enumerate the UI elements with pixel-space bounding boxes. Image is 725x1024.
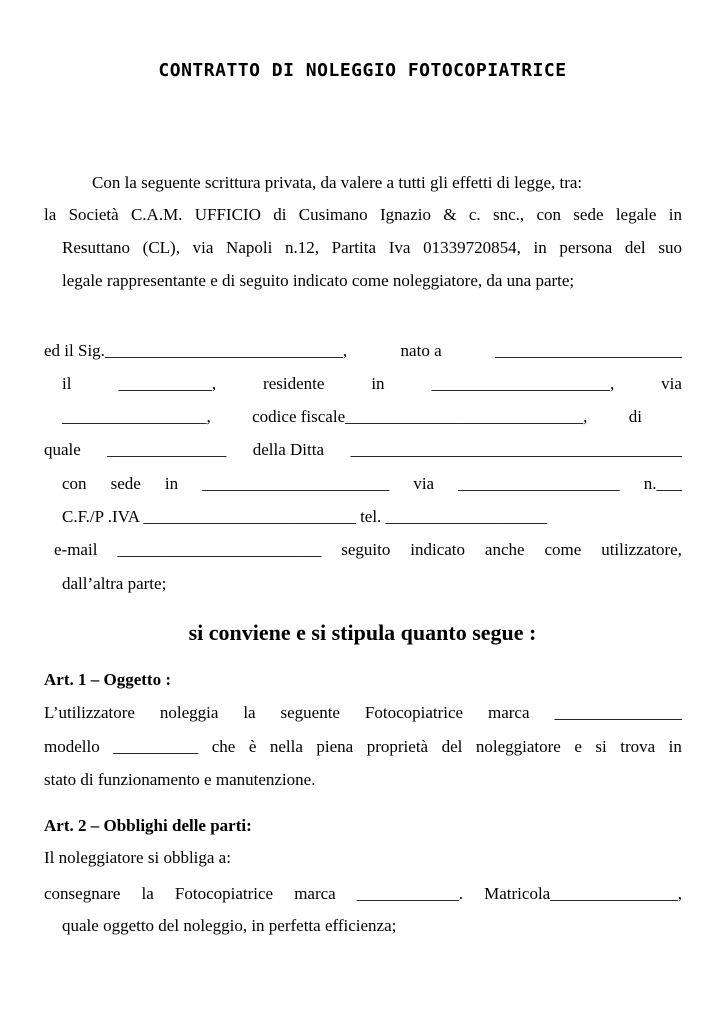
text-fragment: la <box>243 703 256 722</box>
party-line-6: C.F./P .IVA _________________________ tel. ___________________ <box>62 507 548 526</box>
text-fragment: 01339720854, <box>423 238 521 257</box>
text-fragment: nella <box>269 737 303 756</box>
text-fragment: UFFICIO <box>194 205 261 224</box>
text-fragment: proprietà <box>366 737 429 756</box>
text-fragment: _________________, <box>62 407 211 426</box>
text-fragment: utilizzatore, <box>601 540 682 559</box>
art-2-line-1: Il noleggiatore si obbliga a: <box>44 848 231 867</box>
text-fragment: di <box>628 407 642 426</box>
party-line-4 <box>44 440 682 460</box>
text-fragment: _____________________, <box>431 374 615 393</box>
text-fragment: la <box>44 205 57 224</box>
text-fragment: Società <box>68 205 119 224</box>
text-fragment: __________ <box>113 737 199 756</box>
art-1-title: Art. 1 – Oggetto : <box>44 670 171 689</box>
intro-line-4: legale rappresentante e di seguito indicato come noleggiatore, da una parte; <box>62 271 575 290</box>
text-fragment: trova <box>620 737 656 756</box>
text-fragment: come <box>544 540 582 559</box>
text-fragment: Resuttano <box>62 238 130 257</box>
text-fragment: consegnare <box>44 884 121 903</box>
text-fragment: anche <box>484 540 525 559</box>
text-fragment: codice fiscale____________________________, <box>252 407 588 426</box>
text-fragment: & <box>443 205 457 224</box>
text-fragment: in <box>668 737 682 756</box>
art-2-title: Art. 2 – Obblighi delle parti: <box>44 816 252 835</box>
text-fragment: suo <box>658 238 682 257</box>
text-fragment: con <box>62 474 87 493</box>
text-fragment: e <box>574 737 582 756</box>
text-fragment: n.___ <box>643 474 682 493</box>
text-fragment: modello <box>44 737 100 756</box>
text-fragment: C.A.M. <box>130 205 183 224</box>
text-fragment: (CL), <box>142 238 180 257</box>
text-fragment: che <box>211 737 236 756</box>
text-fragment: Cusimano <box>298 205 368 224</box>
text-fragment: marca <box>488 703 530 722</box>
text-fragment: con <box>536 205 561 224</box>
text-fragment: di <box>273 205 287 224</box>
text-fragment: ________________________ <box>117 540 322 559</box>
text-fragment: in <box>164 474 179 493</box>
text-fragment: sede <box>110 474 141 493</box>
text-fragment: ___________________ <box>458 474 620 493</box>
text-fragment: ______________________ <box>495 341 682 360</box>
text-fragment: indicato <box>410 540 466 559</box>
intro-line-2 <box>44 205 682 225</box>
text-fragment: via <box>413 474 435 493</box>
text-fragment: snc., <box>492 205 525 224</box>
party-line-3 <box>62 407 642 427</box>
party-line-5 <box>62 474 682 494</box>
text-fragment: seguito <box>341 540 391 559</box>
text-fragment: sede <box>573 205 604 224</box>
text-fragment: è <box>248 737 257 756</box>
text-fragment: del <box>624 238 646 257</box>
party-line-8: dall’altra parte; <box>62 574 167 593</box>
text-fragment: via <box>661 374 682 393</box>
text-fragment: ___________, <box>118 374 217 393</box>
text-fragment: della Ditta <box>252 440 325 459</box>
text-fragment: noleggiatore <box>475 737 561 756</box>
text-fragment: e-mail <box>54 540 98 559</box>
text-fragment: si <box>595 737 607 756</box>
art-1-line-1 <box>44 703 682 723</box>
text-fragment: legale <box>615 205 657 224</box>
text-fragment: n.12, <box>284 238 319 257</box>
text-fragment: nato a <box>400 341 442 360</box>
text-fragment: _______________________________________ <box>350 440 682 459</box>
art-2-line-2 <box>44 884 682 904</box>
text-fragment: in <box>533 238 547 257</box>
text-fragment: in <box>371 374 385 393</box>
text-fragment: via <box>192 238 214 257</box>
text-fragment: Iva <box>388 238 411 257</box>
art-2-line-3: quale oggetto del noleggio, in perfetta efficienza; <box>62 916 397 935</box>
intro-line-1: Con la seguente scrittura privata, da valere a tutti gli effetti di legge, tra: <box>92 173 583 192</box>
text-fragment: in <box>668 205 682 224</box>
art-1-line-3: stato di funzionamento e manutenzione. <box>44 770 316 789</box>
text-fragment: persona <box>559 238 613 257</box>
document-title: CONTRATTO DI NOLEGGIO FOTOCOPIATRICE <box>158 60 567 81</box>
text-fragment: ____________. <box>356 884 464 903</box>
text-fragment: la <box>141 884 154 903</box>
text-fragment: L’utilizzatore <box>44 703 135 722</box>
party-line-2 <box>62 374 682 394</box>
party-line-1 <box>44 341 682 361</box>
intro-line-3 <box>62 238 682 258</box>
art-1-line-2 <box>44 737 682 757</box>
text-fragment: Napoli <box>226 238 273 257</box>
text-fragment: Fotocopiatrice <box>364 703 464 722</box>
text-fragment: ______________________ <box>202 474 390 493</box>
text-fragment: quale <box>44 440 81 459</box>
text-fragment: il <box>62 374 72 393</box>
text-fragment: seguente <box>280 703 340 722</box>
text-fragment: Ignazio <box>380 205 431 224</box>
text-fragment: ed il Sig.____________________________, <box>44 341 348 360</box>
text-fragment: Partita <box>331 238 377 257</box>
text-fragment: c. <box>468 205 481 224</box>
text-fragment: noleggia <box>159 703 219 722</box>
text-fragment: marca <box>294 884 336 903</box>
text-fragment: _______________ <box>554 703 682 722</box>
party-line-7 <box>54 540 682 560</box>
text-fragment: del <box>441 737 463 756</box>
text-fragment: piena <box>316 737 354 756</box>
text-fragment: ______________ <box>107 440 227 459</box>
agreement-heading: si conviene e si stipula quanto segue : <box>188 620 537 645</box>
text-fragment: Matricola_______________, <box>484 884 682 903</box>
text-fragment: residente <box>263 374 325 393</box>
text-fragment: Fotocopiatrice <box>174 884 274 903</box>
